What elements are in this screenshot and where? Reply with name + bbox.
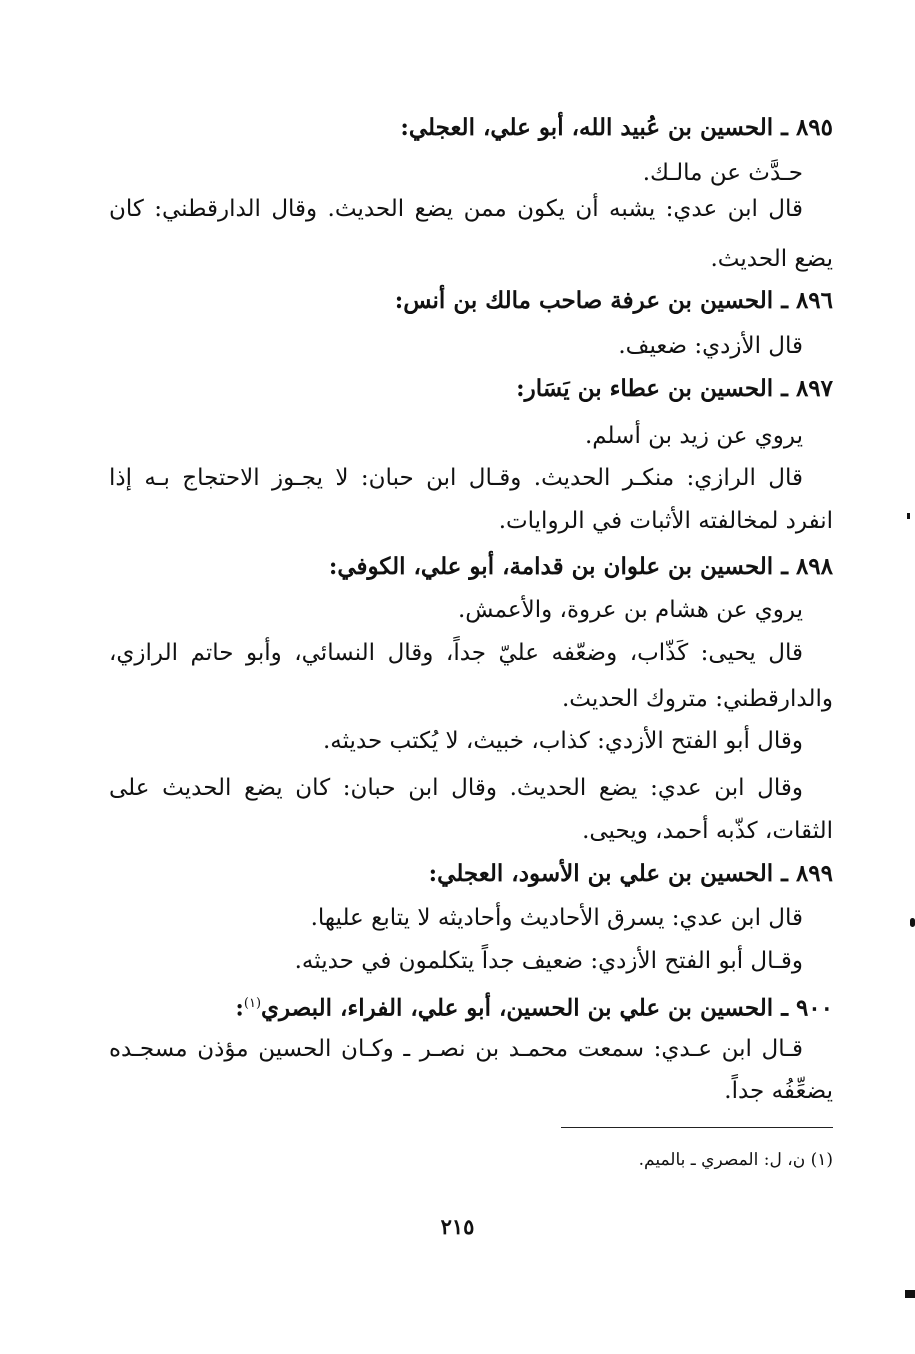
entry-heading: ٨٩٦ ـ الحسين بن عرفة صاحب مالك بن أنس: <box>394 287 833 314</box>
entry-heading: ٨٩٧ ـ الحسين بن عطاء بن يَسَار: <box>516 375 833 402</box>
entry-text: يروي عن زيد بن أسلم. <box>584 423 803 449</box>
entry-text: وقـال أبو الفتح الأزدي: ضعيف جداً يتكلمون في حديثه. <box>294 948 803 974</box>
entry-text: قـال ابن عـدي: سمعت محمـد بن نصـر ـ وكـان الحسين مؤذن مسجـده <box>109 1036 803 1062</box>
entry-heading-text: ٩٠٠ ـ الحسين بن علي بن الحسين، أبو علي، الفراء، البصري <box>261 994 833 1022</box>
entry-heading-colon: : <box>235 994 244 1022</box>
scan-speck <box>910 918 915 927</box>
entry-text: حـدَّث عن مالـك. <box>642 160 803 186</box>
entry-heading <box>235 988 833 1025</box>
scan-speck <box>907 513 910 519</box>
entry-text: الثقات، كذّبه أحمد، ويحيى. <box>582 818 833 844</box>
entry-heading: ٨٩٩ ـ الحسين بن علي بن الأسود، العجلي: <box>428 860 833 887</box>
entry-text: قال الأزدي: ضعيف. <box>618 333 803 359</box>
footnote: (١) ن، ل: المصري ـ بالميم. <box>638 1150 833 1170</box>
entry-text: والدارقطني: متروك الحديث. <box>561 686 833 712</box>
entry-text: يروي عن هشام بن عروة، والأعمش. <box>457 597 803 623</box>
entry-text: قال ابن عدي: يشبه أن يكون ممن يضع الحديث. وقال الدارقطني: كان <box>109 196 803 222</box>
entry-text: يضع الحديث. <box>710 246 833 272</box>
entry-heading: ٨٩٥ ـ الحسين بن عُبيد الله، أبو علي، العجلي: <box>400 114 833 141</box>
entry-text: انفرد لمخالفته الأثبات في الروايات. <box>498 508 833 534</box>
footnote-divider <box>561 1127 833 1128</box>
entry-text: قال يحيى: كَذّاب، وضعّفه عليّ جداً، وقال النسائي، وأبو حاتم الرازي، <box>109 640 803 666</box>
entry-text: وقال أبو الفتح الأزدي: كذاب، خبيث، لا يُكتب حديثه. <box>322 728 803 754</box>
entry-text: وقال ابن عدي: يضع الحديث. وقال ابن حبان: كان يضع الحديث على <box>109 775 803 801</box>
footnote-reference: (١) <box>243 996 262 1011</box>
entry-text: قال الرازي: منكـر الحديث. وقـال ابن حبان: لا يجـوز الاحتجاج بـه إذا <box>109 465 803 491</box>
entry-text: قال ابن عدي: يسرق الأحاديث وأحاديثه لا يتابع عليها. <box>310 905 803 931</box>
scan-speck <box>905 1290 915 1298</box>
page-number: ٢١٥ <box>440 1214 475 1239</box>
entry-text: يضعِّفُه جداً. <box>724 1078 833 1104</box>
entry-heading: ٨٩٨ ـ الحسين بن علوان بن قدامة، أبو علي، الكوفي: <box>328 553 833 580</box>
